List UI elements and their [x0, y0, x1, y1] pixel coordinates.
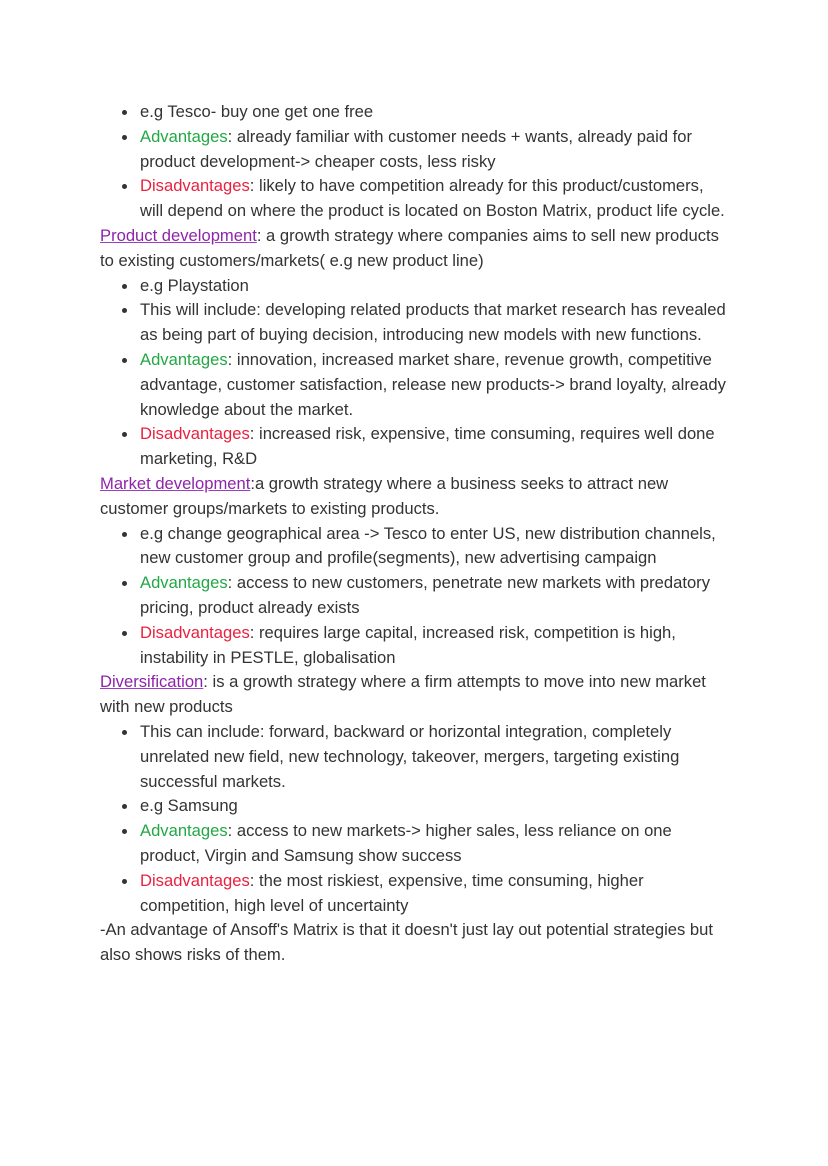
list-item-text: : likely to have competition already for this product/customers, will depend on where the product is located on Boston Matrix, product life cycle.	[140, 176, 725, 221]
list-item	[140, 522, 730, 572]
list-item	[140, 174, 730, 224]
list-item	[140, 621, 730, 671]
list-item-text: This can include: forward, backward or horizontal integration, completely unrelated new field, new technology, takeover, mergers, targeting existing successful markets.	[140, 721, 680, 791]
paragraph-text: : is a growth strategy where a firm attempts to move into new market with new products	[100, 672, 706, 717]
list-item	[140, 794, 730, 819]
list-item	[140, 125, 730, 175]
advantages-label: Advantages	[140, 126, 228, 146]
document-body	[100, 100, 730, 968]
list-item-text: : requires large capital, increased risk, competition is high, instability in PESTLE, globalisation	[140, 622, 676, 667]
term-link[interactable]: Diversification	[100, 672, 204, 692]
list-item-text: e.g Tesco- buy one get one free	[140, 102, 374, 121]
list-item-text: e.g Samsung	[140, 796, 238, 816]
list-item	[140, 100, 730, 125]
advantages-label: Advantages	[140, 821, 228, 841]
paragraph-text: : a growth strategy where companies aims to sell new products to existing customers/markets( e.g new product line)	[100, 225, 719, 270]
disadvantages-label: Disadvantages	[140, 424, 250, 444]
list-item-text: : increased risk, expensive, time consuming, requires well done marketing, R&D	[140, 424, 715, 469]
paragraph	[100, 670, 730, 720]
paragraph-text: -An advantage of Ansoff's Matrix is that it doesn't just lay out potential strategies but also shows risks of them.	[100, 920, 713, 965]
list-item-text: : already familiar with customer needs + wants, already paid for product development-> cheaper costs, less risky	[140, 126, 693, 171]
list-item-text: : the most riskiest, expensive, time consuming, higher competition, high level of uncertainty	[140, 870, 644, 915]
disadvantages-label: Disadvantages	[140, 622, 250, 642]
bullet-list	[100, 100, 730, 224]
paragraph	[100, 224, 730, 274]
bullet-list	[100, 720, 730, 918]
list-item	[140, 720, 730, 794]
list-item-text: e.g change geographical area -> Tesco to enter US, new distribution channels, new customer group and profile(segments), new advertising campaign	[140, 523, 716, 568]
list-item	[140, 348, 730, 422]
list-item-text: e.g Playstation	[140, 275, 249, 295]
list-item	[140, 869, 730, 919]
paragraph-text: :a growth strategy where a business seeks to attract new customer groups/markets to existing products.	[100, 473, 669, 518]
disadvantages-label: Disadvantages	[140, 176, 250, 196]
list-item-text: : access to new markets-> higher sales, less reliance on one product, Virgin and Samsung show success	[140, 821, 672, 865]
bullet-list	[100, 522, 730, 671]
list-item-text: : innovation, increased market share, revenue growth, competitive advantage, customer satisfaction, release new products-> brand loyalty, already knowledge about the market.	[140, 349, 726, 419]
list-item-text: : access to new customers, penetrate new markets with predatory pricing, product already exists	[140, 573, 711, 617]
term-link[interactable]: Product development	[100, 225, 257, 245]
list-item	[140, 819, 730, 869]
list-item	[140, 571, 730, 621]
list-item	[140, 274, 730, 299]
advantages-label: Advantages	[140, 349, 228, 369]
paragraph	[100, 918, 730, 968]
advantages-label: Advantages	[140, 573, 228, 593]
disadvantages-label: Disadvantages	[140, 870, 250, 890]
bullet-list	[100, 274, 730, 472]
list-item	[140, 422, 730, 472]
list-item-text: This will include: developing related products that market research has revealed as being part of buying decision, introducing new models with new functions.	[140, 300, 726, 345]
term-link[interactable]: Market development	[100, 473, 251, 493]
paragraph	[100, 472, 730, 522]
list-item	[140, 298, 730, 348]
